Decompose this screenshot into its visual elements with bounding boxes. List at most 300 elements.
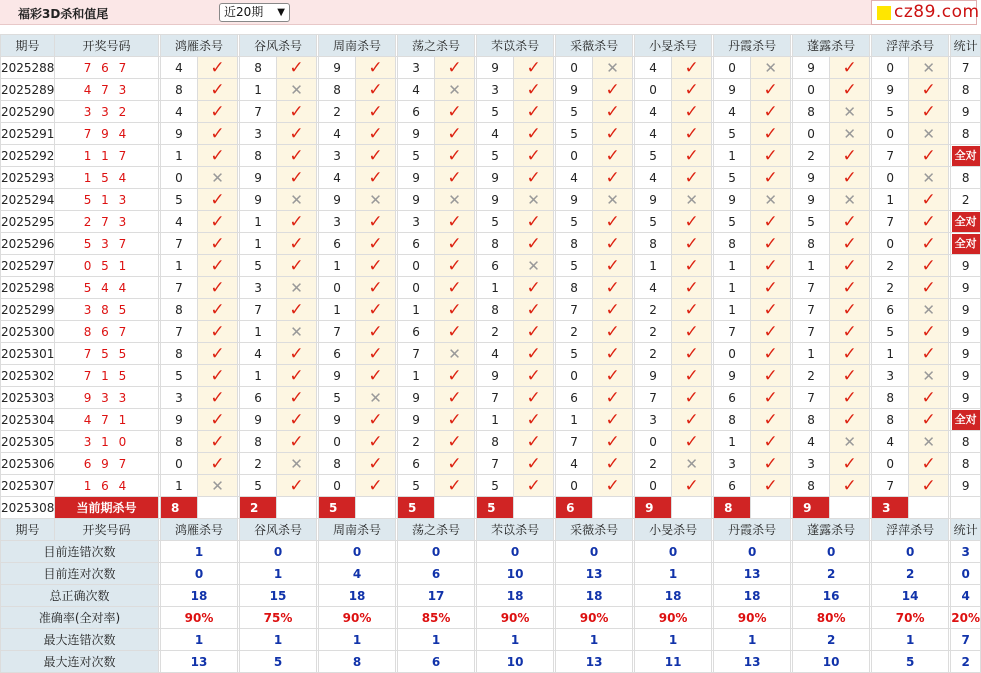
result-mark-cell xyxy=(356,79,396,101)
result-mark-cell xyxy=(514,57,554,79)
result-mark-cell xyxy=(514,123,554,145)
check-icon: ✓ xyxy=(921,321,936,342)
cross-icon: ✕ xyxy=(290,454,303,473)
check-icon: ✓ xyxy=(605,453,620,474)
check-icon: ✓ xyxy=(763,299,778,320)
check-icon: ✓ xyxy=(368,409,383,430)
kill-number-cell: 9 xyxy=(714,79,751,101)
result-mark-cell xyxy=(198,431,238,453)
check-icon: ✓ xyxy=(368,299,383,320)
kill-number-cell: 5 xyxy=(477,101,514,123)
check-icon: ✓ xyxy=(447,167,462,188)
kill-number-cell: 0 xyxy=(635,475,672,497)
result-mark-cell xyxy=(277,145,317,167)
kill-number-cell: 7 xyxy=(872,475,909,497)
cross-icon: ✕ xyxy=(606,190,619,209)
kill-number-cell: 4 xyxy=(240,343,277,365)
result-mark-cell xyxy=(909,365,949,387)
check-icon: ✓ xyxy=(763,431,778,452)
check-icon: ✓ xyxy=(526,299,541,320)
kill-number-cell: 2 xyxy=(635,299,672,321)
result-mark-cell xyxy=(593,101,633,123)
period-cell: 2025297 xyxy=(1,255,55,277)
check-icon: ✓ xyxy=(605,167,620,188)
result-mark-cell xyxy=(593,233,633,255)
kill-number-cell: 4 xyxy=(635,57,672,79)
current-kill-blank xyxy=(198,497,238,519)
kill-number-cell: 8 xyxy=(714,233,751,255)
result-mark-cell xyxy=(435,321,475,343)
result-mark-cell xyxy=(593,453,633,475)
result-mark-cell xyxy=(909,79,949,101)
kill-number-cell: 0 xyxy=(556,365,593,387)
check-icon: ✓ xyxy=(763,343,778,364)
current-kill-number: 8 xyxy=(714,497,751,519)
check-icon: ✓ xyxy=(447,123,462,144)
stat-value: 90% xyxy=(477,607,554,629)
result-mark-cell xyxy=(830,409,870,431)
result-mark-cell xyxy=(909,299,949,321)
result-mark-cell xyxy=(751,101,791,123)
period-cell: 2025301 xyxy=(1,343,55,365)
stat-value: 13 xyxy=(714,651,791,673)
current-kill-blank xyxy=(751,497,791,519)
kill-number-cell: 9 xyxy=(477,57,514,79)
check-icon: ✓ xyxy=(289,101,304,122)
result-mark-cell xyxy=(830,343,870,365)
result-mark-cell xyxy=(751,255,791,277)
stat-value: 1 xyxy=(556,629,633,651)
check-icon: ✓ xyxy=(684,343,699,364)
current-kill-number: 8 xyxy=(161,497,198,519)
kill-number-cell: 1 xyxy=(240,233,277,255)
stat-value: 10 xyxy=(477,563,554,585)
check-icon: ✓ xyxy=(605,211,620,232)
kill-number-cell: 3 xyxy=(319,145,356,167)
check-icon: ✓ xyxy=(368,475,383,496)
kill-number-cell: 6 xyxy=(872,299,909,321)
stat-value: 18 xyxy=(635,585,712,607)
kill-number-cell: 8 xyxy=(161,343,198,365)
cross-icon: ✕ xyxy=(290,190,303,209)
cross-icon: ✕ xyxy=(764,190,777,209)
cross-icon: ✕ xyxy=(685,190,698,209)
result-mark-cell xyxy=(909,475,949,497)
result-mark-cell xyxy=(435,299,475,321)
stat-value: 18 xyxy=(556,585,633,607)
kill-number-cell: 2 xyxy=(398,431,435,453)
kill-number-cell: 8 xyxy=(240,57,277,79)
period-cell: 2025306 xyxy=(1,453,55,475)
stat-value: 1 xyxy=(477,629,554,651)
result-mark-cell xyxy=(514,299,554,321)
kill-number-cell: 7 xyxy=(793,321,830,343)
stat-value: 18 xyxy=(319,585,396,607)
kill-number-cell: 5 xyxy=(161,365,198,387)
result-mark-cell xyxy=(514,101,554,123)
check-icon: ✓ xyxy=(526,211,541,232)
result-mark-cell xyxy=(435,453,475,475)
kill-number-cell: 0 xyxy=(872,453,909,475)
kill-number-cell: 2 xyxy=(793,365,830,387)
kill-number-cell: 7 xyxy=(161,321,198,343)
stat-value: 1 xyxy=(398,629,475,651)
stat-value: 90% xyxy=(319,607,396,629)
result-mark-cell xyxy=(751,277,791,299)
kill-number-cell: 0 xyxy=(161,167,198,189)
kill-number-cell: 8 xyxy=(793,233,830,255)
kill-number-cell: 2 xyxy=(635,321,672,343)
result-mark-cell xyxy=(198,475,238,497)
winning-number-cell: 5 1 3 xyxy=(55,189,159,211)
kill-number-cell: 6 xyxy=(319,233,356,255)
kill-number-cell: 8 xyxy=(793,409,830,431)
check-icon: ✓ xyxy=(289,387,304,408)
current-kill-number: 5 xyxy=(477,497,514,519)
result-mark-cell xyxy=(672,299,712,321)
kill-number-cell: 9 xyxy=(319,365,356,387)
check-icon: ✓ xyxy=(684,145,699,166)
cross-icon: ✕ xyxy=(922,300,935,319)
result-mark-cell xyxy=(751,299,791,321)
kill-number-cell: 1 xyxy=(872,189,909,211)
count-cell: 2 xyxy=(951,189,981,211)
stat-row xyxy=(1,585,981,607)
check-icon: ✓ xyxy=(289,233,304,254)
kill-number-cell: 5 xyxy=(319,387,356,409)
kill-number-cell: 1 xyxy=(240,79,277,101)
check-icon: ✓ xyxy=(684,387,699,408)
result-mark-cell xyxy=(435,277,475,299)
kill-number-cell: 5 xyxy=(556,101,593,123)
check-icon: ✓ xyxy=(447,211,462,232)
kill-number-cell: 4 xyxy=(793,431,830,453)
count-cell: 8 xyxy=(951,167,981,189)
result-mark-cell xyxy=(277,387,317,409)
kill-number-cell: 5 xyxy=(793,211,830,233)
kill-number-cell: 5 xyxy=(398,475,435,497)
check-icon: ✓ xyxy=(526,233,541,254)
result-mark-cell xyxy=(435,343,475,365)
period-cell: 2025300 xyxy=(1,321,55,343)
result-mark-cell xyxy=(593,57,633,79)
stat-value: 6 xyxy=(398,563,475,585)
current-kill-number: 5 xyxy=(398,497,435,519)
kill-number-cell: 3 xyxy=(714,453,751,475)
result-mark-cell xyxy=(356,299,396,321)
result-mark-cell xyxy=(198,233,238,255)
check-icon: ✓ xyxy=(210,189,225,210)
check-icon: ✓ xyxy=(526,431,541,452)
count-cell: 7 xyxy=(951,57,981,79)
winning-number-cell: 3 1 0 xyxy=(55,431,159,453)
kill-number-cell: 1 xyxy=(714,299,751,321)
result-mark-cell xyxy=(277,409,317,431)
all-correct-badge: 全对 xyxy=(952,212,980,232)
result-mark-cell xyxy=(435,255,475,277)
stat-row xyxy=(1,541,981,563)
check-icon: ✓ xyxy=(526,123,541,144)
result-mark-cell xyxy=(435,233,475,255)
kill-number-cell: 9 xyxy=(161,123,198,145)
check-icon: ✓ xyxy=(763,255,778,276)
kill-number-cell: 5 xyxy=(556,123,593,145)
result-mark-cell xyxy=(514,211,554,233)
check-icon: ✓ xyxy=(605,255,620,276)
result-mark-cell xyxy=(830,299,870,321)
kill-number-cell: 3 xyxy=(161,387,198,409)
result-mark-cell xyxy=(593,255,633,277)
check-icon: ✓ xyxy=(684,211,699,232)
result-mark-cell xyxy=(277,189,317,211)
kill-number-cell: 4 xyxy=(872,431,909,453)
result-mark-cell xyxy=(909,167,949,189)
stat-value: 10 xyxy=(477,651,554,673)
result-mark-cell xyxy=(672,211,712,233)
result-mark-cell xyxy=(514,79,554,101)
kill-number-cell: 9 xyxy=(793,189,830,211)
stat-count: 0 xyxy=(951,563,981,585)
check-icon: ✓ xyxy=(368,233,383,254)
count-cell: 9 xyxy=(951,343,981,365)
kill-number-cell: 4 xyxy=(635,167,672,189)
kill-number-cell: 8 xyxy=(477,299,514,321)
result-mark-cell xyxy=(356,211,396,233)
check-icon: ✓ xyxy=(684,233,699,254)
col-header-period: 期号 xyxy=(1,35,55,57)
check-icon: ✓ xyxy=(526,475,541,496)
result-mark-cell xyxy=(672,167,712,189)
kill-number-cell: 7 xyxy=(714,321,751,343)
check-icon: ✓ xyxy=(684,277,699,298)
check-icon: ✓ xyxy=(447,57,462,78)
cross-icon: ✕ xyxy=(843,124,856,143)
stat-label: 最大连对次数 xyxy=(1,651,159,673)
kill-number-cell: 9 xyxy=(398,167,435,189)
kill-number-cell: 0 xyxy=(714,57,751,79)
kill-number-cell: 7 xyxy=(240,101,277,123)
check-icon: ✓ xyxy=(605,101,620,122)
winning-number-cell: 5 4 4 xyxy=(55,277,159,299)
col-header-expert: 荡之杀号 xyxy=(398,519,475,541)
col-header-expert: 周南杀号 xyxy=(319,519,396,541)
kill-number-cell: 5 xyxy=(635,145,672,167)
kill-number-cell: 1 xyxy=(240,211,277,233)
winning-number-cell: 1 5 4 xyxy=(55,167,159,189)
period-range-select[interactable] xyxy=(219,3,290,22)
stat-value: 15 xyxy=(240,585,317,607)
kill-number-cell: 1 xyxy=(161,255,198,277)
check-icon: ✓ xyxy=(368,167,383,188)
stat-value: 18 xyxy=(714,585,791,607)
result-mark-cell xyxy=(356,321,396,343)
kill-number-cell: 7 xyxy=(556,299,593,321)
kill-number-cell: 5 xyxy=(398,145,435,167)
result-mark-cell xyxy=(909,211,949,233)
table-row xyxy=(1,79,981,101)
result-mark-cell xyxy=(593,211,633,233)
result-mark-cell xyxy=(672,57,712,79)
result-mark-cell xyxy=(435,145,475,167)
stat-value: 85% xyxy=(398,607,475,629)
check-icon: ✓ xyxy=(526,101,541,122)
result-mark-cell xyxy=(514,321,554,343)
stat-value: 0 xyxy=(635,541,712,563)
result-mark-cell xyxy=(198,343,238,365)
brand-square-icon xyxy=(877,6,891,20)
result-mark-cell xyxy=(198,255,238,277)
result-mark-cell xyxy=(672,343,712,365)
col-header-win: 开奖号码 xyxy=(55,519,159,541)
current-kill-blank xyxy=(672,497,712,519)
result-mark-cell xyxy=(672,189,712,211)
check-icon: ✓ xyxy=(447,453,462,474)
result-mark-cell xyxy=(830,277,870,299)
kill-number-cell: 1 xyxy=(398,365,435,387)
result-mark-cell xyxy=(830,475,870,497)
current-kill-number: 6 xyxy=(556,497,593,519)
result-mark-cell xyxy=(751,189,791,211)
kill-number-cell: 4 xyxy=(319,123,356,145)
kill-number-cell: 4 xyxy=(477,123,514,145)
result-mark-cell xyxy=(672,145,712,167)
check-icon: ✓ xyxy=(447,409,462,430)
kill-number-cell: 1 xyxy=(240,321,277,343)
result-mark-cell xyxy=(514,431,554,453)
check-icon: ✓ xyxy=(921,233,936,254)
check-icon: ✓ xyxy=(763,475,778,496)
check-icon: ✓ xyxy=(921,277,936,298)
stat-value: 13 xyxy=(714,563,791,585)
stat-row xyxy=(1,563,981,585)
kill-number-cell: 4 xyxy=(161,57,198,79)
cross-icon: ✕ xyxy=(448,344,461,363)
kill-number-cell: 9 xyxy=(398,387,435,409)
check-icon: ✓ xyxy=(605,123,620,144)
stat-value: 1 xyxy=(161,541,238,563)
check-icon: ✓ xyxy=(289,431,304,452)
check-icon: ✓ xyxy=(684,123,699,144)
result-mark-cell xyxy=(277,321,317,343)
result-mark-cell xyxy=(593,365,633,387)
check-icon: ✓ xyxy=(763,453,778,474)
cross-icon: ✕ xyxy=(448,80,461,99)
stat-value: 0 xyxy=(477,541,554,563)
result-mark-cell xyxy=(672,409,712,431)
cross-icon: ✕ xyxy=(922,432,935,451)
result-mark-cell xyxy=(751,409,791,431)
result-mark-cell xyxy=(198,299,238,321)
table-row xyxy=(1,255,981,277)
result-mark-cell xyxy=(435,57,475,79)
count-cell: 9 xyxy=(951,321,981,343)
result-mark-cell xyxy=(356,387,396,409)
table-header-row xyxy=(1,35,981,57)
kill-number-cell: 8 xyxy=(714,409,751,431)
kill-number-cell: 5 xyxy=(872,101,909,123)
winning-number-cell: 7 1 5 xyxy=(55,365,159,387)
check-icon: ✓ xyxy=(210,277,225,298)
result-mark-cell xyxy=(830,387,870,409)
result-mark-cell xyxy=(593,277,633,299)
col-header-expert: 芣苡杀号 xyxy=(477,35,554,57)
stat-label: 目前连对次数 xyxy=(1,563,159,585)
kill-number-cell: 0 xyxy=(319,277,356,299)
kill-number-cell: 6 xyxy=(477,255,514,277)
kill-number-cell: 8 xyxy=(161,299,198,321)
stat-value: 8 xyxy=(319,651,396,673)
check-icon: ✓ xyxy=(763,233,778,254)
check-icon: ✓ xyxy=(368,277,383,298)
stat-value: 5 xyxy=(240,651,317,673)
stat-value: 90% xyxy=(556,607,633,629)
kill-number-cell: 7 xyxy=(793,277,830,299)
col-header-expert: 丹霞杀号 xyxy=(714,519,791,541)
result-mark-cell xyxy=(830,453,870,475)
stat-value: 2 xyxy=(793,629,870,651)
check-icon: ✓ xyxy=(526,167,541,188)
kill-number-cell: 9 xyxy=(556,79,593,101)
table-row xyxy=(1,233,981,255)
result-mark-cell xyxy=(672,387,712,409)
current-kill-blank xyxy=(514,497,554,519)
brand-logo[interactable] xyxy=(871,0,980,25)
kill-number-cell: 9 xyxy=(477,365,514,387)
kill-number-cell: 5 xyxy=(240,475,277,497)
result-mark-cell xyxy=(751,475,791,497)
kill-number-cell: 4 xyxy=(319,167,356,189)
all-correct-badge: 全对 xyxy=(952,410,980,430)
current-count-blank xyxy=(951,497,981,519)
result-mark-cell xyxy=(277,57,317,79)
result-mark-cell xyxy=(514,233,554,255)
stat-value: 18 xyxy=(161,585,238,607)
stat-value: 2 xyxy=(793,563,870,585)
check-icon: ✓ xyxy=(842,211,857,232)
result-mark-cell xyxy=(198,277,238,299)
result-mark-cell xyxy=(356,145,396,167)
col-header-expert: 蓬露杀号 xyxy=(793,519,870,541)
table-row xyxy=(1,189,981,211)
result-mark-cell xyxy=(830,255,870,277)
check-icon: ✓ xyxy=(210,453,225,474)
result-mark-cell xyxy=(514,343,554,365)
check-icon: ✓ xyxy=(289,343,304,364)
cross-icon: ✕ xyxy=(922,124,935,143)
check-icon: ✓ xyxy=(842,343,857,364)
period-cell: 2025298 xyxy=(1,277,55,299)
count-cell: 9 xyxy=(951,387,981,409)
table-row xyxy=(1,299,981,321)
check-icon: ✓ xyxy=(842,79,857,100)
check-icon: ✓ xyxy=(210,343,225,364)
count-cell: 9 xyxy=(951,255,981,277)
stat-row xyxy=(1,651,981,673)
check-icon: ✓ xyxy=(605,343,620,364)
period-cell: 2025299 xyxy=(1,299,55,321)
result-mark-cell xyxy=(277,475,317,497)
check-icon: ✓ xyxy=(447,387,462,408)
check-icon: ✓ xyxy=(447,277,462,298)
check-icon: ✓ xyxy=(289,145,304,166)
stat-value: 14 xyxy=(872,585,949,607)
kill-number-cell: 7 xyxy=(319,321,356,343)
check-icon: ✓ xyxy=(605,431,620,452)
stat-count: 20% xyxy=(951,607,981,629)
table-row xyxy=(1,343,981,365)
check-icon: ✓ xyxy=(763,277,778,298)
check-icon: ✓ xyxy=(526,387,541,408)
